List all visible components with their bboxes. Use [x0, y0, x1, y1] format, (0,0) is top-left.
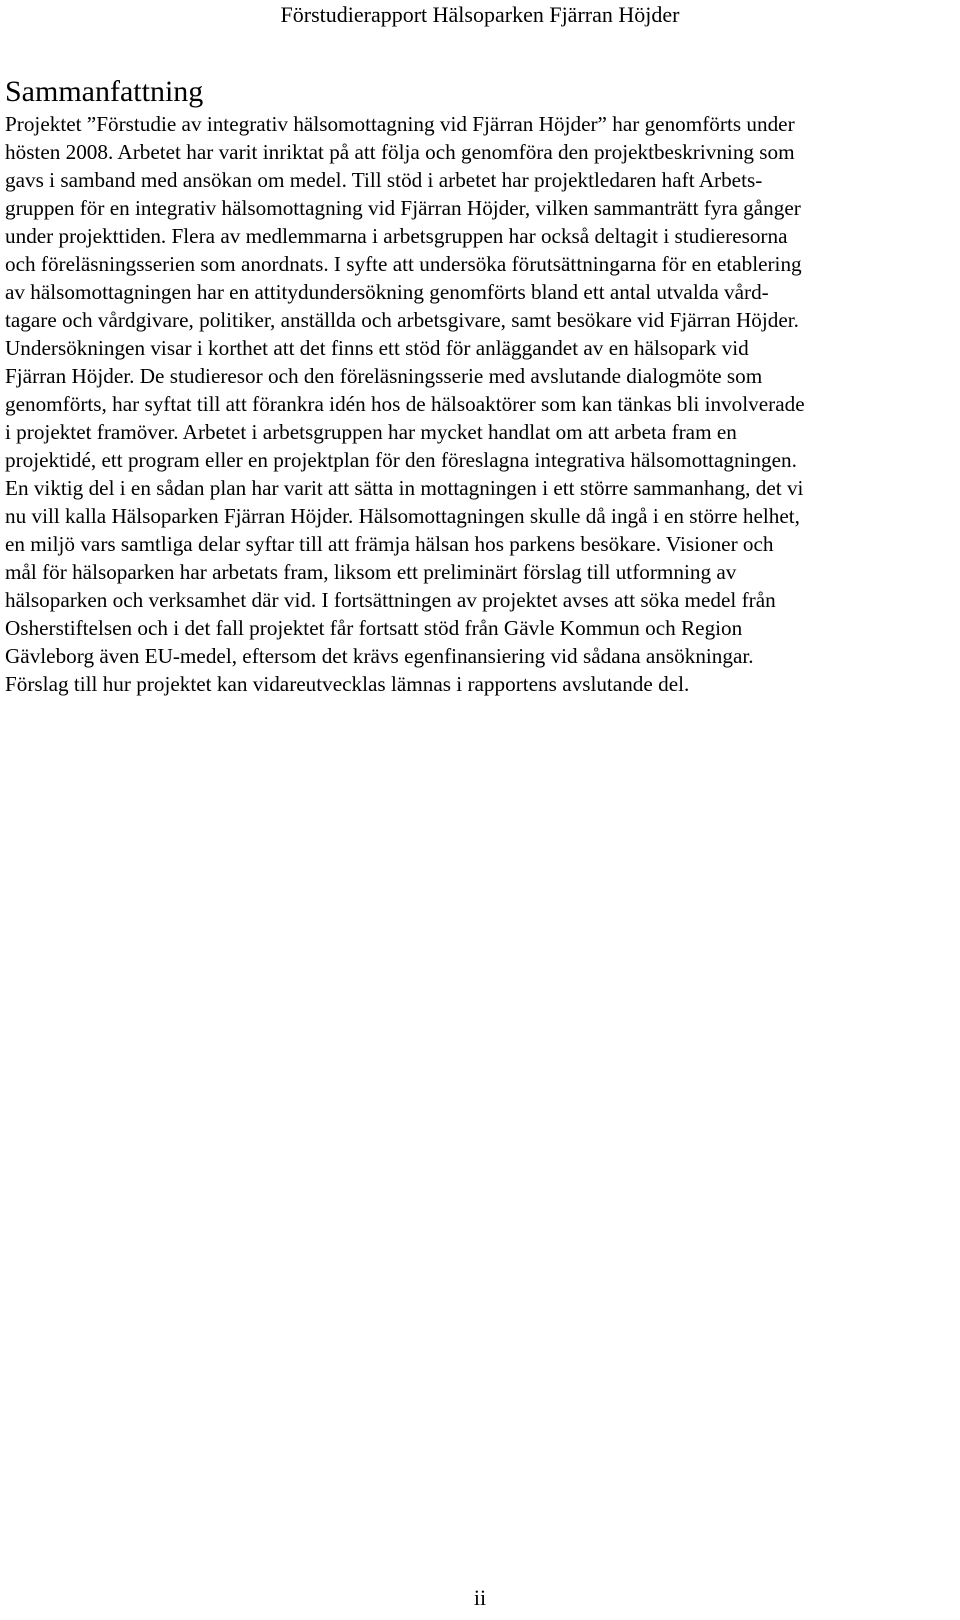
- summary-line: Projektet ”Förstudie av integrativ hälsomottagning vid Fjärran Höjder” har genomförts under: [5, 112, 795, 136]
- summary-line: Förslag till hur projektet kan vidareutvecklas lämnas i rapportens avslutande del.: [5, 672, 690, 696]
- summary-line: tagare och vårdgivare, politiker, anställda och arbetsgivare, samt besökare vid Fjärran Höjder.: [5, 308, 799, 332]
- summary-line: en miljö vars samtliga delar syftar till att främja hälsan hos parkens besökare. Visioner och: [5, 532, 774, 556]
- summary-line: mål för hälsoparken har arbetats fram, liksom ett preliminärt förslag till utformning av: [5, 560, 737, 584]
- summary-line: genomförts, har syftat till att förankra idén hos de hälsoaktörer som kan tänkas bli involverade: [5, 392, 805, 416]
- page-number: ii: [473, 1585, 487, 1610]
- summary-line: Undersökningen visar i korthet att det finns ett stöd för anläggandet av en hälsopark vid: [5, 336, 749, 360]
- summary-line: och föreläsningsserien som anordnats. I syfte att undersöka förutsättningarna för en etablering: [5, 252, 802, 276]
- summary-line: Gävleborg även EU-medel, eftersom det krävs egenfinansiering vid sådana ansökningar.: [5, 644, 754, 668]
- summary-line: En viktig del i en sådan plan har varit att sätta in mottagningen i ett större sammanhang, det vi: [5, 476, 804, 500]
- summary-paragraph: [5, 110, 930, 698]
- section-title: Sammanfattning: [5, 75, 204, 108]
- summary-line: under projekttiden. Flera av medlemmarna i arbetsgruppen har också deltagit i studieresorna: [5, 224, 788, 248]
- summary-line: projektidé, ett program eller en projektplan för den föreslagna integrativa hälsomottagningen.: [5, 448, 797, 472]
- summary-line: gavs i samband med ansökan om medel. Till stöd i arbetet har projektledaren haft Arbets-: [5, 168, 763, 192]
- summary-line: Osherstiftelsen och i det fall projektet får fortsatt stöd från Gävle Kommun och Region: [5, 616, 743, 640]
- summary-line: hösten 2008. Arbetet har varit inriktat på att följa och genomföra den projektbeskrivning som: [5, 140, 795, 164]
- summary-line: gruppen för en integrativ hälsomottagning vid Fjärran Höjder, vilken sammanträtt fyra gånger: [5, 196, 801, 220]
- summary-line: i projektet framöver. Arbetet i arbetsgruppen har mycket handlat om att arbeta fram en: [5, 420, 737, 444]
- summary-line: Fjärran Höjder. De studieresor och den föreläsningsserie med avslutande dialogmöte som: [5, 364, 763, 388]
- summary-line: hälsoparken och verksamhet där vid. I fortsättningen av projektet avses att söka medel från: [5, 588, 776, 612]
- summary-line: av hälsomottagningen har en attitydundersökning genomförts bland ett antal utvalda vård-: [5, 280, 769, 304]
- summary-line: nu vill kalla Hälsoparken Fjärran Höjder. Hälsomottagningen skulle då ingå i en större helhet,: [5, 504, 800, 528]
- running-header: Förstudierapport Hälsoparken Fjärran Höjder: [280, 2, 680, 27]
